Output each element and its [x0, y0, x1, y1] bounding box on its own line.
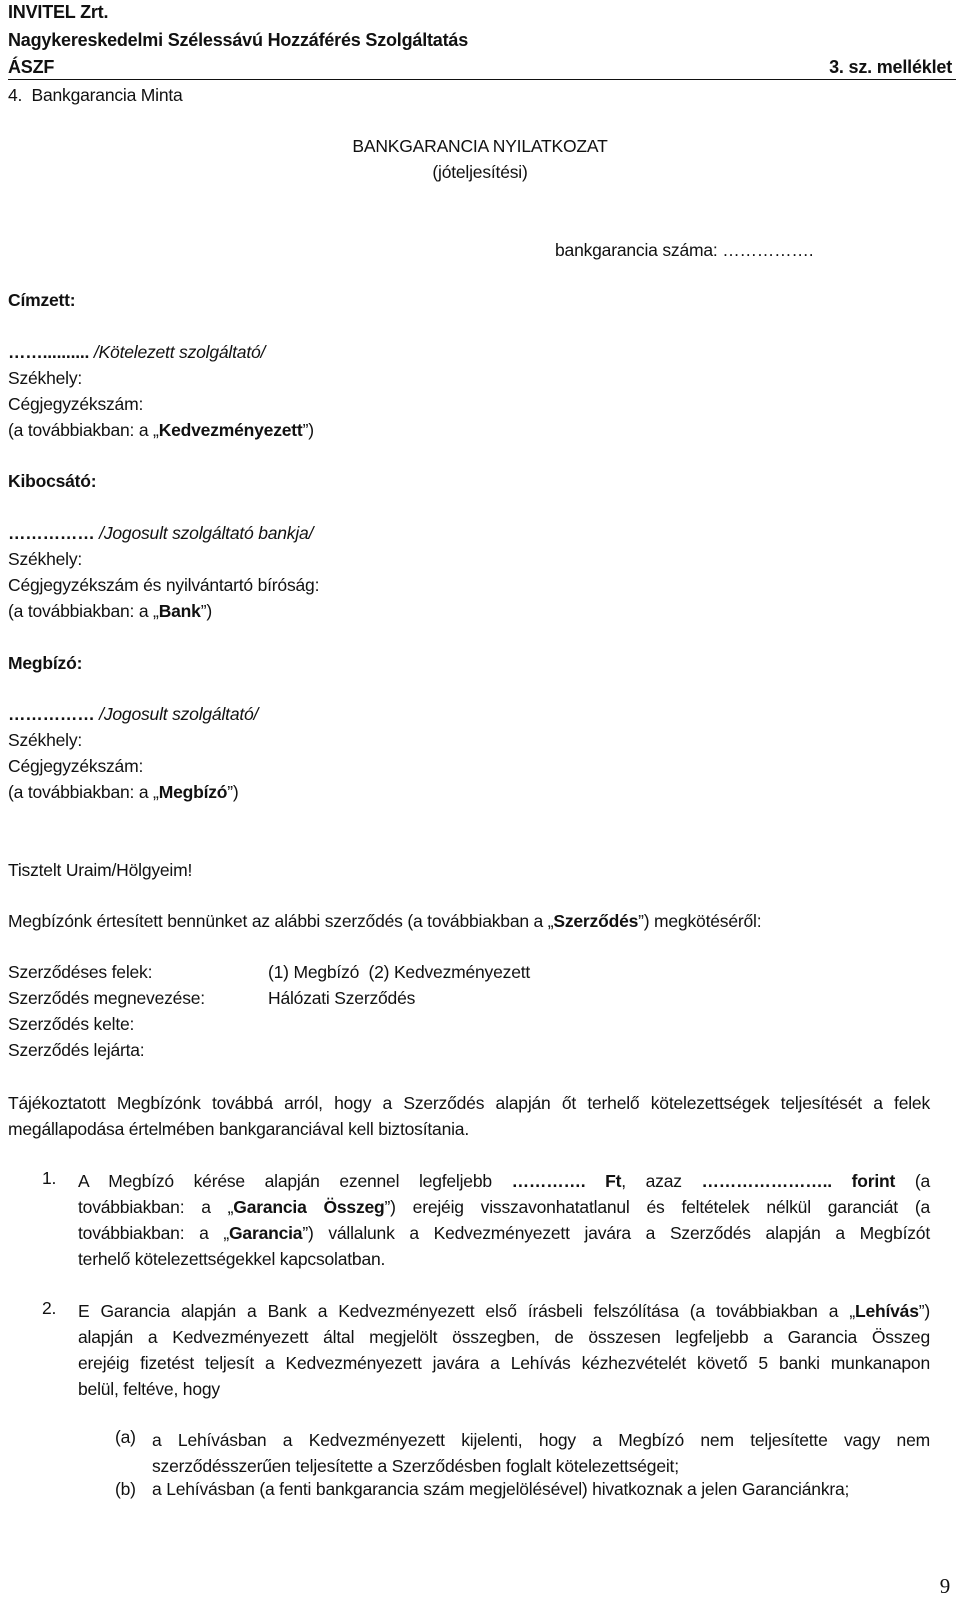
recipient-alias: (a továbbiakban: a „Kedvezményezett”) [8, 420, 314, 440]
issuer-alias: (a továbbiakban: a „Bank”) [8, 601, 212, 621]
issuer-reg: Cégjegyzékszám és nyilvántartó bíróság: [8, 575, 320, 595]
annex-label: 3. sz. melléklet [829, 57, 952, 77]
page-number: 9 [939, 1574, 950, 1598]
condition-a-text: a Lehívásban a Kedvezményezett kijelenti, hogy a Megbízó nem teljesítette vagy nem szerződésszerűen teljesítette a Szerződésben foglalt kötelezettségeit; [152, 1430, 930, 1476]
principal-alias: (a továbbiakban: a „Megbízó”) [8, 782, 239, 802]
clause-1-text: A Megbízó kérése alapján ezennel legfeljebb …………. Ft, azaz ………………….. forint (a továbbiakban: a „Garancia Összeg”) erejéig visszavonhatatlanul és feltételek nélkül garanciát (a továbbiakban: a „Garancia”) vállalunk a Kedvezményezett javára a Szerződés alapján a Megbízót terhelő kötelezettségekkel kapcsolatban. [78, 1171, 930, 1269]
contract-parties-label: Szerződéses felek: [8, 962, 153, 982]
condition-b-text: a Lehívásban (a fenti bankgarancia szám megjelölésével) hivatkoznak a jelen Garanciánkra; [152, 1479, 850, 1499]
header-rule [8, 79, 956, 80]
contract-name-label: Szerződés megnevezése: [8, 988, 205, 1008]
contract-name-value: Hálózati Szerződés [268, 988, 416, 1008]
section-title: 4. Bankgarancia Minta [8, 85, 183, 105]
company-name: INVITEL Zrt. [8, 2, 109, 22]
principal-seat: Székhely: [8, 730, 83, 750]
principal-heading: Megbízó: [8, 653, 83, 673]
guarantee-number: bankgarancia száma: ……………. [555, 240, 814, 260]
clause-2-number: 2. [42, 1298, 57, 1318]
intro-paragraph: Megbízónk értesített bennünket az alábbi szerződés (a továbbiakban a „Szerződés”) megkötéséről: [8, 911, 762, 931]
principal-name: …………… /Jogosult szolgáltató/ [8, 704, 259, 724]
document-subtitle: (jóteljesítési) [432, 162, 528, 182]
clause-1-number: 1. [42, 1168, 57, 1188]
contract-date-label: Szerződés kelte: [8, 1014, 135, 1034]
recipient-seat: Székhely: [8, 368, 83, 388]
service-name: Nagykereskedelmi Szélessávú Hozzáférés Szolgáltatás [8, 30, 469, 50]
recipient-heading: Címzett: [8, 290, 76, 310]
salutation: Tisztelt Uraim/Hölgyeim! [8, 860, 193, 880]
document-title: BANKGARANCIA NYILATKOZAT [352, 136, 608, 156]
condition-a-label: (a) [115, 1427, 136, 1447]
clause-2-text: E Garancia alapján a Bank a Kedvezményezett első írásbeli felszólítása (a továbbiakban a „Lehívás”) alapján a Kedvezményezett által megjelölt összegben, de összesen legfeljebb a Garancia Összeg erejéig fizetést teljesít a Kedvezményezett javára a Lehívás kézhezvételét követő 5 banki munkanapon belül, feltéve, hogy [78, 1301, 930, 1399]
contract-expiry-label: Szerződés lejárta: [8, 1040, 145, 1060]
issuer-name: …………… /Jogosult szolgáltató bankja/ [8, 523, 314, 543]
info-paragraph: Tájékoztatott Megbízónk továbbá arról, hogy a Szerződés alapján őt terhelő kötelezettségek teljesítését a felek megállapodása értelmében bankgaranciával kell biztosítania. [8, 1093, 930, 1139]
aszf-label: ÁSZF [8, 57, 55, 77]
condition-b-label: (b) [115, 1479, 136, 1499]
issuer-seat: Székhely: [8, 549, 83, 569]
recipient-reg: Cégjegyzékszám: [8, 394, 144, 414]
recipient-name: …….......... /Kötelezett szolgáltató/ [8, 342, 266, 362]
contract-parties-value: (1) Megbízó (2) Kedvezményezett [268, 962, 531, 982]
principal-reg: Cégjegyzékszám: [8, 756, 144, 776]
issuer-heading: Kibocsátó: [8, 471, 97, 491]
